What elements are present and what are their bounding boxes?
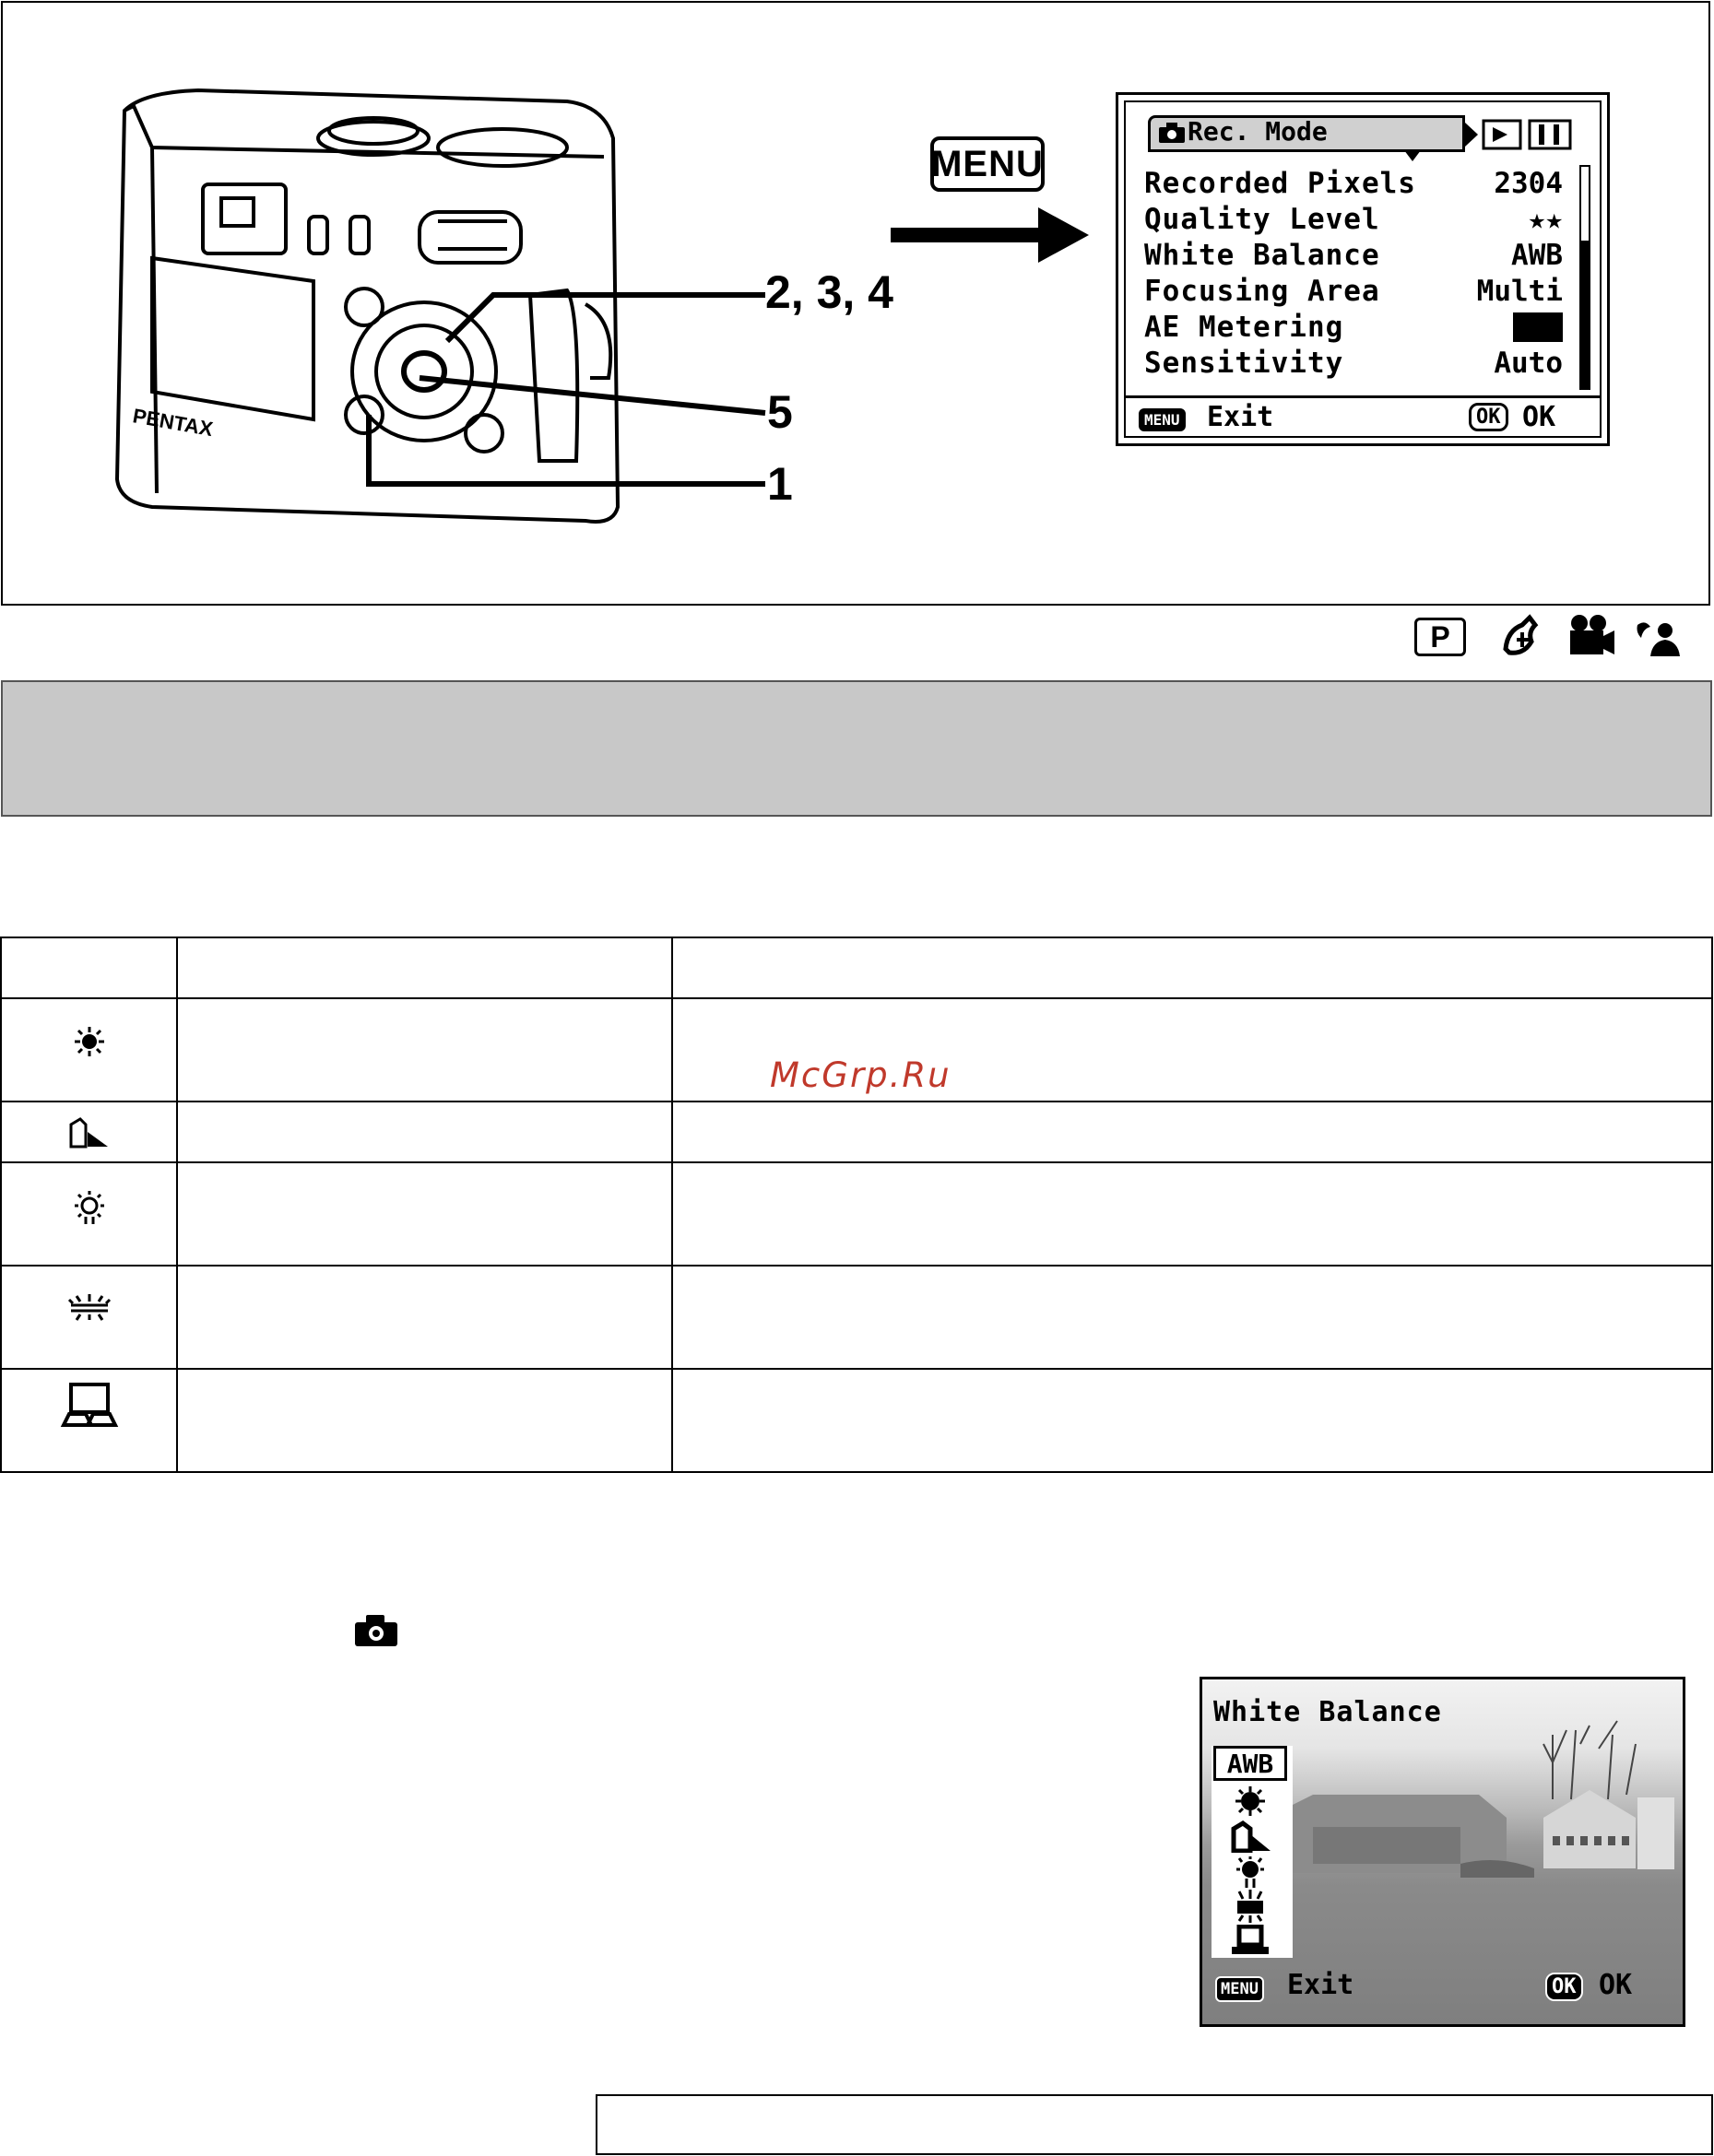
step-label-1: 1 (767, 458, 793, 510)
fluorescent-icon (67, 1292, 112, 1322)
menu-row-label: Focusing Area (1144, 275, 1380, 308)
wb-option-awb[interactable]: AWB (1213, 1746, 1287, 1781)
menu-row-quality-level[interactable] (1144, 203, 1563, 239)
setup-tab-icon (1530, 121, 1570, 148)
header-cell-description (672, 937, 1712, 998)
tungsten-icon-cell (1, 1162, 177, 1266)
table-cell (177, 1369, 672, 1472)
night-portrait-icon (1632, 612, 1684, 660)
movie-icon (1565, 612, 1616, 660)
fluorescent-icon-cell (1, 1266, 177, 1369)
tab-pointer-icon (1465, 123, 1478, 147)
header-cell-setting (177, 937, 672, 998)
menu-row-label: Quality Level (1144, 203, 1380, 236)
program-mode-icon (1414, 618, 1466, 656)
camera-icon (353, 1613, 399, 1648)
lcd-menu-screen (1116, 92, 1610, 446)
table-cell (672, 1102, 1712, 1162)
white-balance-table (0, 937, 1713, 1473)
menu-row-focusing-area[interactable] (1144, 275, 1563, 311)
tab-icons (1463, 119, 1592, 150)
table-cell (177, 1266, 672, 1369)
header-cell-icon (1, 937, 177, 998)
table-cell (177, 998, 672, 1102)
rec-mode-tab-label: Rec. Mode (1188, 116, 1328, 147)
exit-label: Exit (1287, 1969, 1354, 2001)
menu-row-value: Multi (1476, 275, 1563, 308)
step-label-2-3-4: 2, 3, 4 (765, 266, 893, 318)
step-label-5: 5 (767, 386, 793, 438)
menu-row-label: Recorded Pixels (1144, 167, 1416, 200)
rec-mode-tab[interactable] (1148, 115, 1465, 152)
camera-illustration (88, 74, 788, 553)
table-cell (672, 1162, 1712, 1266)
table-row (1, 1102, 1712, 1162)
menu-row-label: White Balance (1144, 239, 1380, 272)
daylight-icon[interactable] (1232, 1785, 1269, 1818)
menu-row-value: AWB (1511, 239, 1563, 272)
scrollbar-thumb[interactable] (1581, 241, 1589, 388)
program-mode-label: P (1430, 619, 1450, 654)
manual-icon[interactable] (1230, 1925, 1271, 1956)
fluorescent-icon[interactable] (1230, 1890, 1271, 1923)
menu-row-value: 2304 (1494, 167, 1563, 200)
watermark: McGrp.Ru (770, 1055, 952, 1095)
manual-icon-cell (1, 1369, 177, 1472)
shade-icon-cell (1, 1102, 177, 1162)
menu-row-label: Sensitivity (1144, 347, 1344, 380)
footer-box (596, 2094, 1713, 2155)
picture-mode-icon (1498, 612, 1546, 660)
wb-options-list (1212, 1746, 1293, 1958)
menu-key: MENU (930, 136, 1045, 192)
menu-row-recorded-pixels[interactable] (1144, 167, 1563, 203)
multi-segment-metering-icon (1513, 312, 1563, 342)
table-row (1, 1266, 1712, 1369)
arrow-right-icon (891, 203, 1089, 267)
exit-label: Exit (1207, 401, 1274, 433)
ok-button-hint: OK (1545, 1973, 1583, 2001)
menu-button-hint: MENU (1139, 408, 1186, 431)
table-cell (177, 1162, 672, 1266)
daylight-icon (73, 1025, 106, 1058)
section-title-banner (1, 680, 1712, 817)
menu-button-hint: MENU (1215, 1976, 1264, 2002)
scrollbar[interactable] (1579, 165, 1590, 390)
ok-button-hint: OK (1469, 403, 1508, 431)
menu-row-sensitivity[interactable] (1144, 347, 1563, 383)
menu-row-value: ★★ (1528, 203, 1563, 236)
menu-row-white-balance[interactable] (1144, 239, 1563, 275)
table-row (1, 1162, 1712, 1266)
daylight-icon-cell (1, 998, 177, 1102)
shade-icon (67, 1115, 112, 1149)
manual-icon (60, 1381, 119, 1429)
tungsten-icon (71, 1189, 108, 1226)
ok-label: OK (1522, 401, 1556, 433)
table-cell (672, 1369, 1712, 1472)
table-cell (177, 1102, 672, 1162)
wb-screen-title: White Balance (1213, 1696, 1442, 1728)
menu-row-value: Auto (1494, 347, 1563, 380)
shade-icon[interactable] (1230, 1820, 1272, 1853)
table-header-row (1, 937, 1712, 998)
brand-label: PENTAX (131, 404, 215, 442)
lcd-footer-divider (1126, 395, 1600, 398)
tungsten-icon[interactable] (1232, 1855, 1269, 1890)
menu-row-label: AE Metering (1144, 311, 1344, 344)
menu-row-ae-metering[interactable] (1144, 311, 1563, 347)
table-cell (672, 1266, 1712, 1369)
table-row (1, 1369, 1712, 1472)
scroll-marker-icon (1404, 150, 1421, 161)
ok-label: OK (1599, 1969, 1633, 2001)
white-balance-screen (1200, 1677, 1685, 2027)
camera-icon (1158, 122, 1186, 144)
